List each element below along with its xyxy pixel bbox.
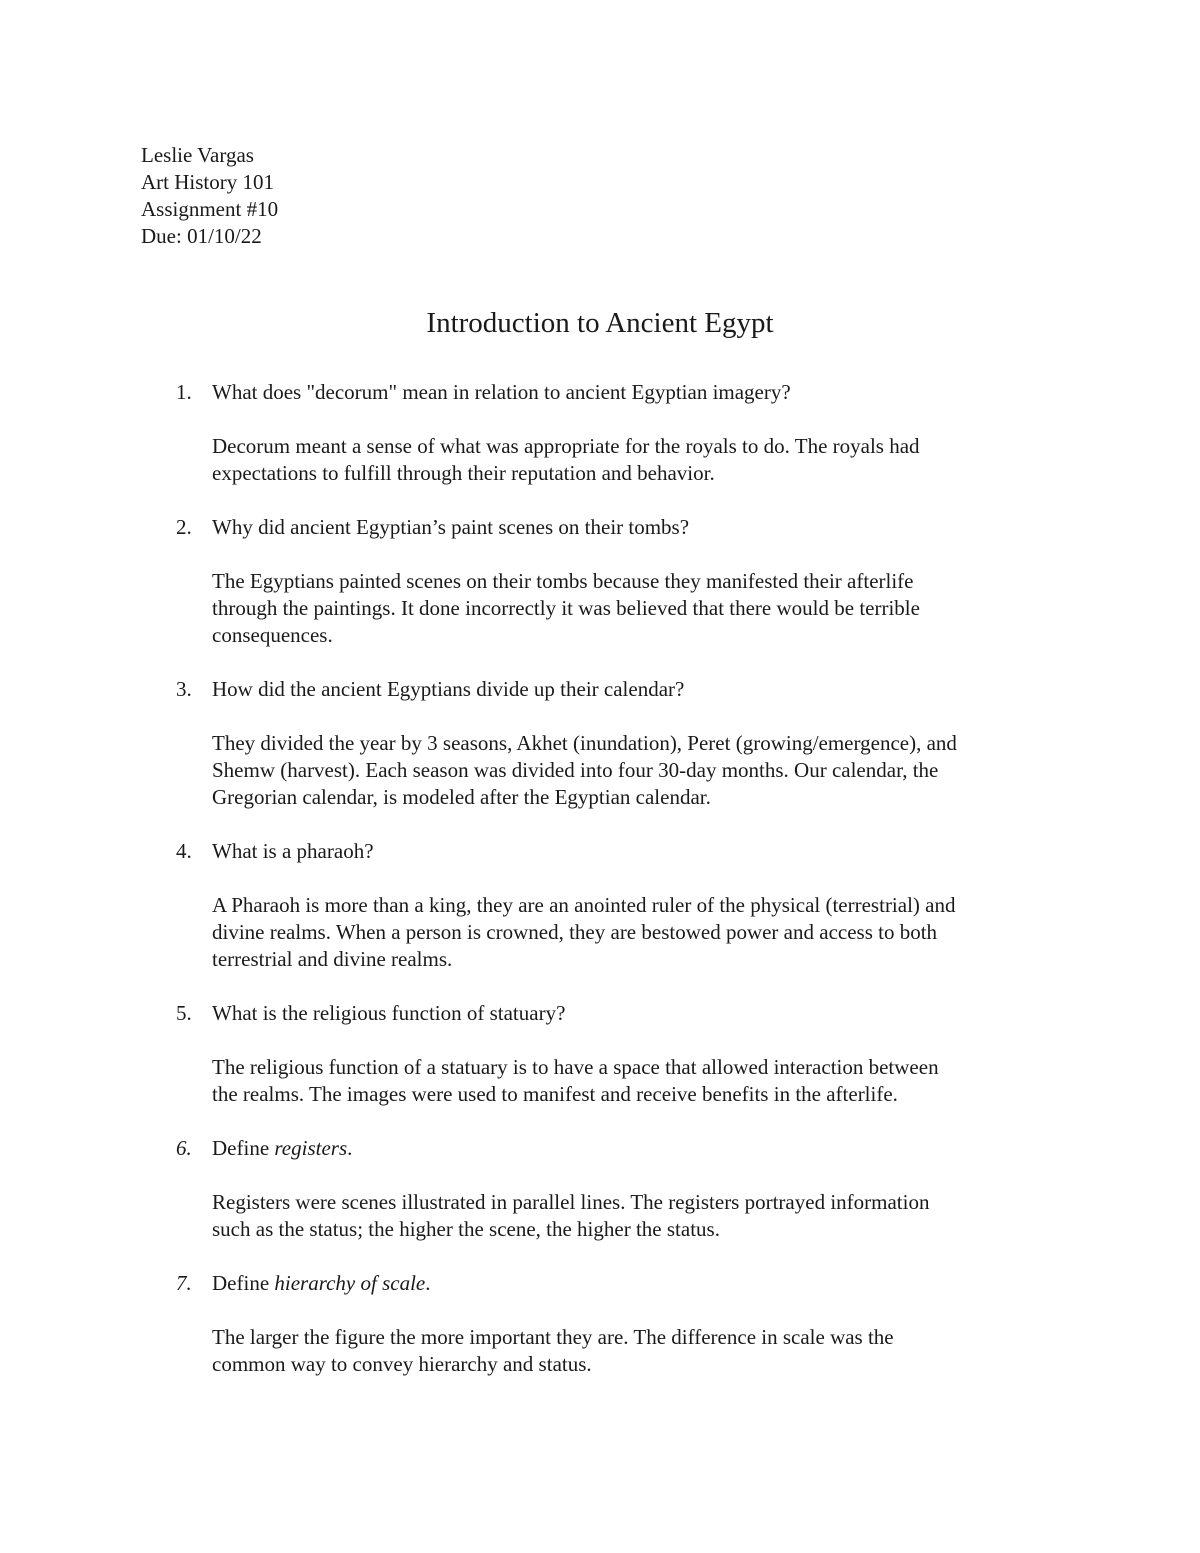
answer-5	[141, 1054, 1061, 1108]
question-prefix: Define	[212, 1271, 275, 1295]
answer-line: Decorum meant a sense of what was appropriate for the royals to do. The royals had	[212, 434, 920, 458]
question-block-7	[141, 1270, 1061, 1378]
question-prefix: Define	[212, 1136, 275, 1160]
question-7	[141, 1270, 1061, 1297]
question-block-4	[141, 838, 1061, 973]
answer-line: The religious function of a statuary is to have a space that allowed interaction between	[212, 1055, 939, 1079]
question-text: What does "decorum" mean in relation to ancient Egyptian imagery?	[212, 380, 791, 404]
question-block-1	[141, 379, 1061, 487]
student-name: Leslie Vargas	[141, 143, 254, 167]
question-text: What is a pharaoh?	[212, 839, 374, 863]
answer-1	[141, 433, 1061, 487]
answer-line: consequences.	[212, 623, 333, 647]
question-text: What is the religious function of statuary?	[212, 1001, 566, 1025]
question-term: registers	[274, 1136, 348, 1160]
answer-line: They divided the year by 3 seasons, Akhet (inundation), Peret (growing/emergence), and	[212, 731, 957, 755]
question-text: Why did ancient Egyptian’s paint scenes on their tombs?	[212, 515, 690, 539]
question-block-2	[141, 514, 1061, 649]
question-term: hierarchy of scale	[274, 1271, 426, 1295]
question-block-6	[141, 1135, 1061, 1243]
answer-line: such as the status; the higher the scene, the higher the status.	[212, 1217, 720, 1241]
answer-6	[141, 1189, 1061, 1243]
answer-line: divine realms. When a person is crowned, they are bestowed power and access to both	[212, 920, 938, 944]
answer-line: A Pharaoh is more than a king, they are an anointed ruler of the physical (terrestrial) and	[212, 893, 956, 917]
answer-2	[141, 568, 1061, 649]
document-title: Introduction to Ancient Egypt	[426, 307, 774, 339]
answer-line: common way to convey hierarchy and status.	[212, 1352, 592, 1376]
question-number: 2.	[176, 515, 192, 539]
answer-7	[141, 1324, 1061, 1378]
assignment-number: Assignment #10	[141, 197, 279, 221]
answer-line: terrestrial and divine realms.	[212, 947, 453, 971]
header-block	[141, 142, 278, 250]
question-number: 1.	[176, 380, 192, 404]
question-5	[141, 1000, 1061, 1027]
answer-line: Shemw (harvest). Each season was divided into four 30-day months. Our calendar, the	[212, 758, 939, 782]
answer-line: Registers were scenes illustrated in parallel lines. The registers portrayed information	[212, 1190, 930, 1214]
due-date: Due: 01/10/22	[141, 224, 262, 248]
question-6	[141, 1135, 1061, 1162]
question-number: 5.	[176, 1001, 192, 1025]
question-suffix: .	[347, 1136, 353, 1160]
course-name: Art History 101	[141, 170, 274, 194]
question-suffix: .	[425, 1271, 431, 1295]
answer-3	[141, 730, 1061, 811]
question-number: 7.	[176, 1271, 192, 1295]
question-block-5	[141, 1000, 1061, 1108]
answer-line: The larger the figure the more important they are. The difference in scale was the	[212, 1325, 894, 1349]
question-text: How did the ancient Egyptians divide up their calendar?	[212, 677, 685, 701]
answer-line: through the paintings. It done incorrectly it was believed that there would be terrible	[212, 596, 920, 620]
answer-line: the realms. The images were used to manifest and receive benefits in the afterlife.	[212, 1082, 898, 1106]
question-3	[141, 676, 1061, 703]
answer-line: Gregorian calendar, is modeled after the Egyptian calendar.	[212, 785, 711, 809]
question-number: 6.	[176, 1136, 192, 1160]
answer-4	[141, 892, 1061, 973]
question-4	[141, 838, 1061, 865]
question-block-3	[141, 676, 1061, 811]
question-number: 4.	[176, 839, 192, 863]
answer-line: expectations to fulfill through their reputation and behavior.	[212, 461, 715, 485]
question-number: 3.	[176, 677, 192, 701]
question-2	[141, 514, 1061, 541]
question-1	[141, 379, 1061, 406]
answer-line: The Egyptians painted scenes on their tombs because they manifested their afterlife	[212, 569, 914, 593]
